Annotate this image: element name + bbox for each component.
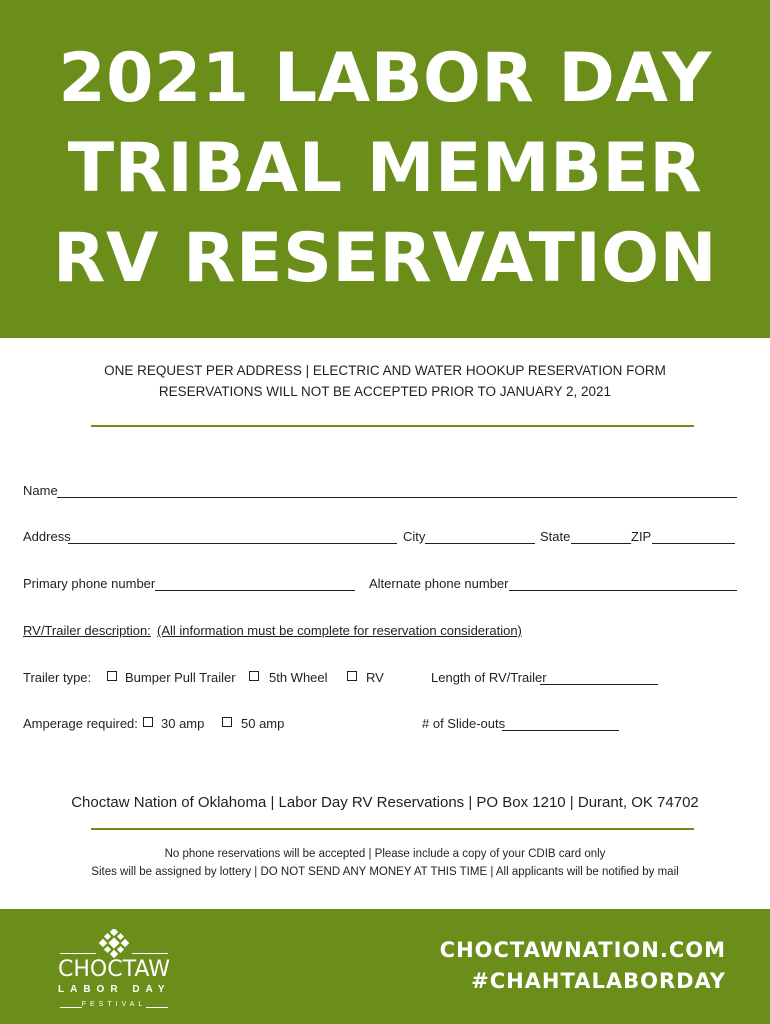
page-title-line-1: 2021 LABOR DAY: [58, 39, 712, 118]
rv-checkbox[interactable]: [347, 671, 357, 681]
rv-label: RV: [366, 670, 384, 685]
note-line-2: Sites will be assigned by lottery | DO NOT SEND ANY MONEY AT THIS TIME | All applicants will be notified by mail: [91, 866, 679, 878]
address-label: Address: [23, 529, 71, 544]
amp-50-checkbox[interactable]: [222, 717, 232, 727]
bumper-pull-label: Bumper Pull Trailer: [125, 670, 236, 685]
rv-description-note: (All information must be complete for reservation consideration): [157, 623, 522, 638]
city-field[interactable]: [425, 543, 535, 544]
name-field[interactable]: [57, 497, 737, 498]
rv-description-label: RV/Trailer description:: [23, 623, 151, 638]
website-link[interactable]: CHOCTAWNATION.COM: [439, 938, 726, 962]
state-label: State: [540, 529, 571, 544]
primary-phone-label: Primary phone number: [23, 576, 156, 591]
mailing-address: Choctaw Nation of Oklahoma | Labor Day RV Reservations | PO Box 1210 | Durant, OK 74702: [71, 794, 699, 811]
bumper-pull-checkbox[interactable]: [107, 671, 117, 681]
divider: [91, 828, 694, 830]
slideouts-label: # of Slide-outs: [422, 716, 506, 731]
note-line-1: No phone reservations will be accepted | Please include a copy of your CDIB card only: [164, 848, 606, 860]
fifth-wheel-label: 5th Wheel: [269, 670, 328, 685]
header-banner: [0, 0, 770, 338]
city-label: City: [403, 529, 426, 544]
length-field[interactable]: [540, 684, 658, 685]
logo-name: CHOCTAW: [58, 957, 170, 982]
logo-event: LABOR DAY: [58, 984, 171, 995]
hashtag: #CHAHTALABORDAY: [471, 969, 726, 993]
zip-field[interactable]: [652, 543, 735, 544]
alternate-phone-field[interactable]: [509, 590, 737, 591]
amp-50-label: 50 amp: [241, 716, 285, 731]
name-label: Name: [23, 483, 58, 498]
amperage-label: Amperage required:: [23, 716, 138, 731]
primary-phone-field[interactable]: [155, 590, 355, 591]
alternate-phone-label: Alternate phone number: [369, 576, 509, 591]
logo-festival: FESTIVAL: [81, 1001, 147, 1008]
slideouts-field[interactable]: [502, 730, 619, 731]
amp-30-label: 30 amp: [161, 716, 205, 731]
trailer-type-label: Trailer type:: [23, 670, 92, 685]
amp-30-checkbox[interactable]: [143, 717, 153, 727]
address-field[interactable]: [68, 543, 397, 544]
divider: [91, 425, 694, 427]
length-label: Length of RV/Trailer: [431, 670, 547, 685]
intro-line-2: RESERVATIONS WILL NOT BE ACCEPTED PRIOR TO JANUARY 2, 2021: [158, 384, 612, 399]
state-field[interactable]: [571, 543, 631, 544]
footer-banner: [0, 909, 770, 1024]
fifth-wheel-checkbox[interactable]: [249, 671, 259, 681]
zip-label: ZIP: [631, 529, 652, 544]
page-title-line-3: RV RESERVATION: [52, 219, 718, 298]
festival-emblem-icon: [58, 929, 170, 959]
logo-rule-right: [146, 1007, 168, 1008]
page-title-line-2: TRIBAL MEMBER: [67, 129, 703, 208]
intro-line-1: ONE REQUEST PER ADDRESS | ELECTRIC AND WATER HOOKUP RESERVATION FORM: [104, 363, 666, 378]
choctaw-labor-day-logo: [58, 929, 170, 1015]
